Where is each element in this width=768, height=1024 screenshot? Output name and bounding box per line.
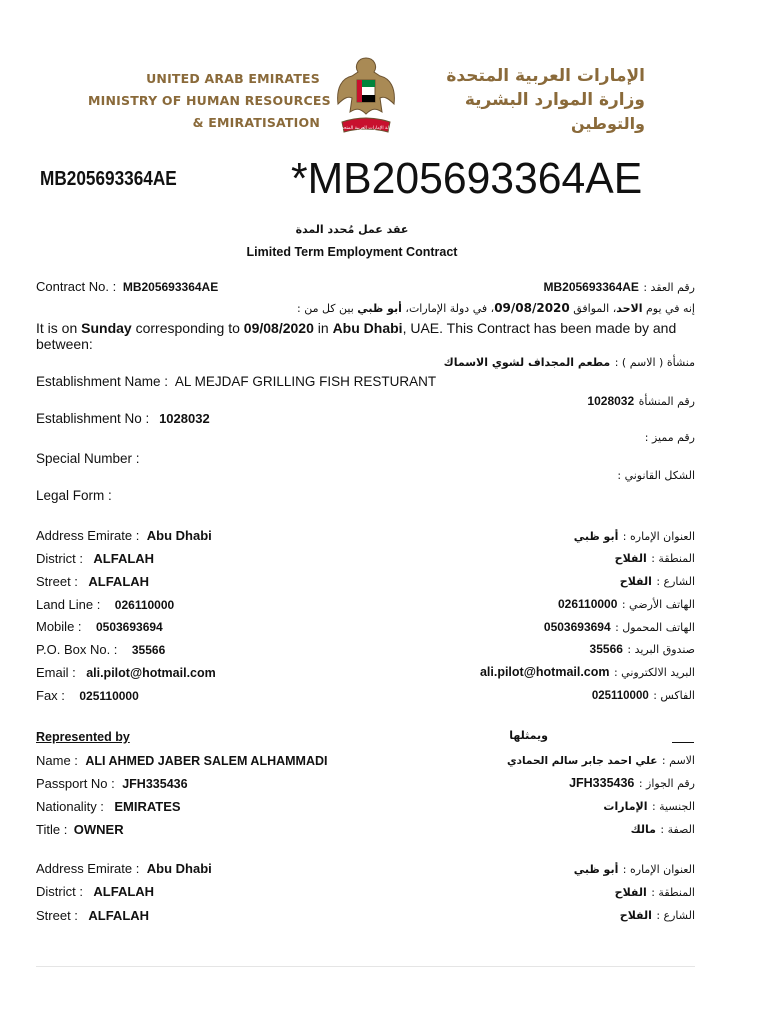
address-row-ar: المنطقة : الفلاح <box>614 552 695 565</box>
represented-by-heading-ar: ويمثلها <box>509 729 548 742</box>
rep-row: Name : ALI AHMED JABER SALEM ALHAMMADI <box>36 753 328 768</box>
rep-row: Passport No : JFH335436 <box>36 776 188 791</box>
intro-ar: إنه في يوم الاحد، الموافق 09/08/2020، في دولة الإمارات، أبو ظبي بين كل من : <box>297 301 695 315</box>
address-row: Street : ALFALAH <box>36 574 150 589</box>
contract-no-label-ar: رقم العقد : <box>643 281 695 294</box>
address-row: Address Emirate : Abu Dhabi <box>36 528 212 543</box>
special-number-label: Special Number : <box>36 451 140 466</box>
email-value: ali.pilot@hotmail.com <box>86 666 216 680</box>
establishment-name-row: Establishment Name : AL MEJDAF GRILLING FISH RESTURANT <box>36 374 437 389</box>
address-row: Mobile : 0503693694 <box>36 619 163 634</box>
rep-row-ar: رقم الجواز : JFH335436 <box>569 776 695 790</box>
address-row-ar: الهاتف المحمول : 0503693694 <box>543 620 695 634</box>
page-divider <box>36 966 695 967</box>
special-number-label-ar: رقم مميز : <box>644 431 695 444</box>
address-row-ar: البريد الالكتروني : ali.pilot@hotmail.com <box>479 665 695 679</box>
represented-by-heading: Represented by <box>36 730 130 744</box>
address-row-ar: الشارع : الفلاح <box>619 575 695 588</box>
org-line-1: UNITED ARAB EMIRATES <box>146 71 320 86</box>
address-row-ar: الفاكس : 025110000 <box>591 689 695 702</box>
contract-no-label: Contract No. : <box>36 279 117 294</box>
org-line-3: & EMIRATISATION <box>192 115 320 130</box>
title-en: Limited Term Employment Contract <box>246 245 458 259</box>
establishment-name-ar: منشأة ( الاسم ) : مطعم المجداف لشوي الاسماك <box>443 356 695 369</box>
emblem-ribbon-text: دولة الإمارات العربية المتحدة <box>338 126 394 131</box>
establishment-no-row: Establishment No : 1028032 <box>36 411 210 426</box>
address-row: Email : ali.pilot@hotmail.com <box>36 665 216 680</box>
org-name-ar <box>410 64 645 136</box>
address-row: District : ALFALAH <box>36 884 155 899</box>
org-ar-line-1: الإمارات العربية المتحدة <box>446 66 645 86</box>
rep-row-ar: الجنسية : الإمارات <box>603 800 695 813</box>
address-row-ar: العنوان الإماره : أبو ظبي <box>573 530 695 543</box>
rep-row: Title : OWNER <box>36 822 124 837</box>
establishment-name-value: AL MEJDAF GRILLING FISH RESTURANT <box>174 374 437 389</box>
address-row: District : ALFALAH <box>36 551 155 566</box>
org-line-2: MINISTRY OF HUMAN RESOURCES <box>88 93 331 108</box>
org-name-en <box>88 68 331 134</box>
address-row: P.O. Box No. : 35566 <box>36 642 166 657</box>
establishment-no-value: 1028032 <box>159 411 210 426</box>
title-ar: عقد عمل مُحدد المدة <box>295 223 409 236</box>
contract-no-row-ar <box>400 278 695 296</box>
contract-code-small: MB205693364AE <box>40 168 177 190</box>
legal-form-label: Legal Form : <box>36 488 112 503</box>
uae-emblem-icon <box>328 52 404 140</box>
address-row: Street : ALFALAH <box>36 908 150 923</box>
intro-en: It is on Sunday corresponding to 09/08/2020 in Abu Dhabi, UAE. This Contract has been made by and between: <box>36 320 677 352</box>
establishment-no-ar: رقم المنشأة 1028032 <box>587 394 695 408</box>
rep-row: Nationality : EMIRATES <box>36 799 181 814</box>
address-row-ar: صندوق البريد : 35566 <box>589 642 695 656</box>
address-row-ar: العنوان الإماره : أبو ظبي <box>573 863 695 876</box>
address-row: Address Emirate : Abu Dhabi <box>36 861 212 876</box>
address-row-ar: الهاتف الأرضي : 026110000 <box>558 597 695 611</box>
address-row: Fax : 025110000 <box>36 688 139 703</box>
address-row-ar: المنطقة : الفلاح <box>614 886 695 899</box>
barcode-text: *MB205693364AE <box>291 154 643 203</box>
org-ar-line-3: والتوطين <box>571 114 645 133</box>
contract-no-row <box>36 279 218 294</box>
contract-no-value-ar: MB205693364AE <box>543 280 639 294</box>
legal-form-label-ar: الشكل القانوني : <box>617 469 695 482</box>
rep-row-ar: الاسم : علي احمد جابر سالم الحمادي <box>506 754 695 767</box>
address-row-ar: الشارع : الفلاح <box>619 909 695 922</box>
rep-row-ar: الصفة : مالك <box>630 823 695 836</box>
address-row: Land Line : 026110000 <box>36 597 175 612</box>
contract-no-value: MB205693364AE <box>122 280 219 294</box>
heading-rule <box>672 742 694 743</box>
org-ar-line-2: وزارة الموارد البشرية <box>464 90 645 110</box>
